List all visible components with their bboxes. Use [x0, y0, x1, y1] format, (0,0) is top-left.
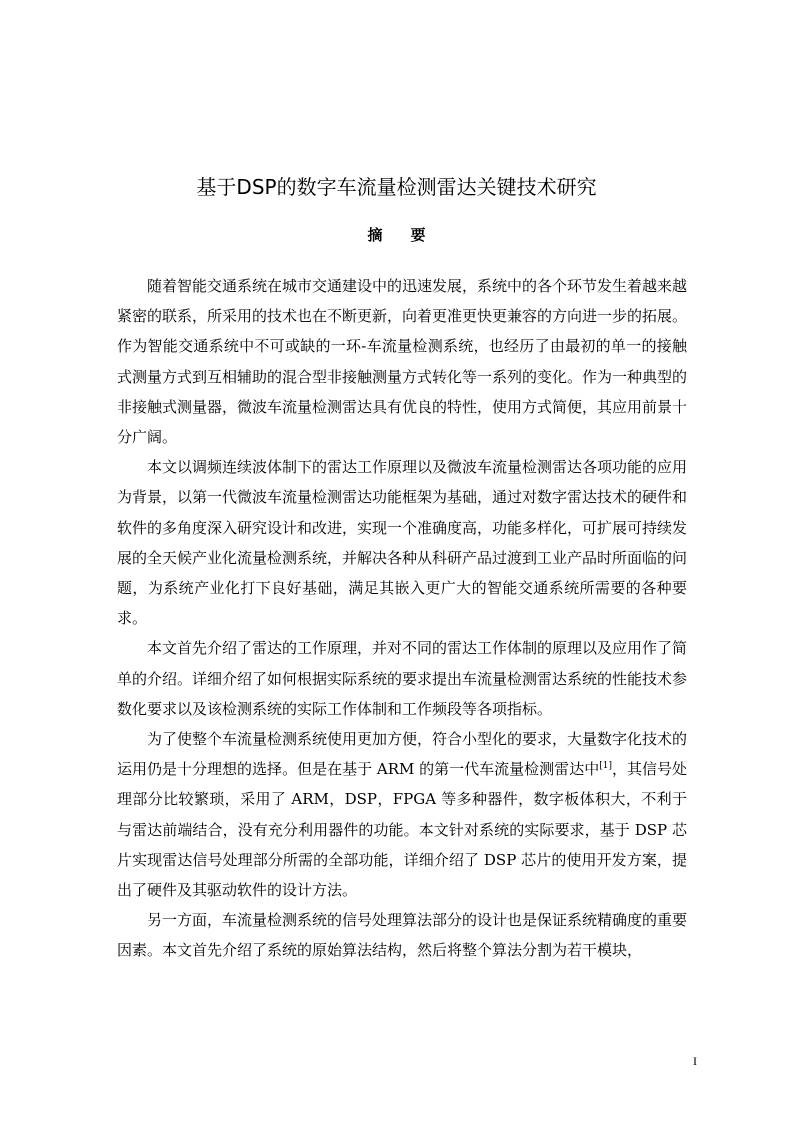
abstract-body [117, 271, 687, 966]
page-title: 基于DSP的数字车流量检测雷达关键技术研究 [196, 175, 597, 199]
citation-reference: [1] [599, 761, 612, 772]
page-number: I [693, 1054, 697, 1068]
abstract-paragraph-3: 本文首先介绍了雷达的工作原理，并对不同的雷达工作体制的原理以及应用作了简单的介绍。详细介绍了如何根据实际系统的要求提出车流量检测雷达系统的性能技术参数化要求以及该检测系统的实际工作体制和工作频段等各项指标。 [117, 639, 688, 718]
abstract-paragraph-4 [117, 724, 687, 905]
abstract-paragraph-5: 另一方面，车流量检测系统的信号处理算法部分的设计也是保证系统精确度的重要因素。本文首先介绍了系统的原始算法结构，然后将整个算法分割为若干模块， [117, 911, 688, 960]
abstract-paragraph-1: 随着智能交通系统在城市交通建设中的迅速发展，系统中的各个环节发生着越来越紧密的联系，所采用的技术也在不断更新，向着更准更快更兼容的方向进一步的拓展。作为智能交通系统中不可或缺的一环-车流量检测系统，也经历了由最初的单一的接触式测量方式到互相辅助的混合型非接触测量方式转化等一系列的变化。作为一种典型的非接触式测量器，微波车流量检测雷达具有优良的特性，使用方式简便，其应用前景十分广阔。 [117, 277, 688, 447]
abstract-heading: 摘要 [367, 226, 454, 244]
paragraph-4-text-after-reference: ，其信号处理部分比较繁琐，采用了 ARM，DSP，FPGA 等多种器件，数字板体积大，不利于与雷达前端结合，没有充分利用器件的功能。本文针对系统的实际要求，基于 DSP 芯片实现雷达信号处理部分所需的全部功能，详细介绍了 DSP 芯片的使用开发方案，提出了硬件及其驱动软件的设计方法。 [117, 760, 687, 900]
paragraph-4-text-before-reference: 为了使整个车流量检测系统使用更加方便，符合小型化的要求，大量数字化技术的运用仍是十分理想的选择。但是在基于 ARM 的第一代车流量检测雷达中 [117, 730, 688, 779]
abstract-paragraph-2: 本文以调频连续波体制下的雷达工作原理以及微波车流量检测雷达各项功能的应用为背景，以第一代微波车流量检测雷达功能框架为基础，通过对数字雷达技术的硬件和软件的多角度深入研究设计和改进，实现一个准确度高，功能多样化，可扩展可持续发展的全天候产业化流量检测系统，并解决各种从科研产品过渡到工业产品时所面临的问题，为系统产业化打下良好基础，满足其嵌入更广大的智能交通系统所需要的各种要求。 [117, 458, 688, 628]
